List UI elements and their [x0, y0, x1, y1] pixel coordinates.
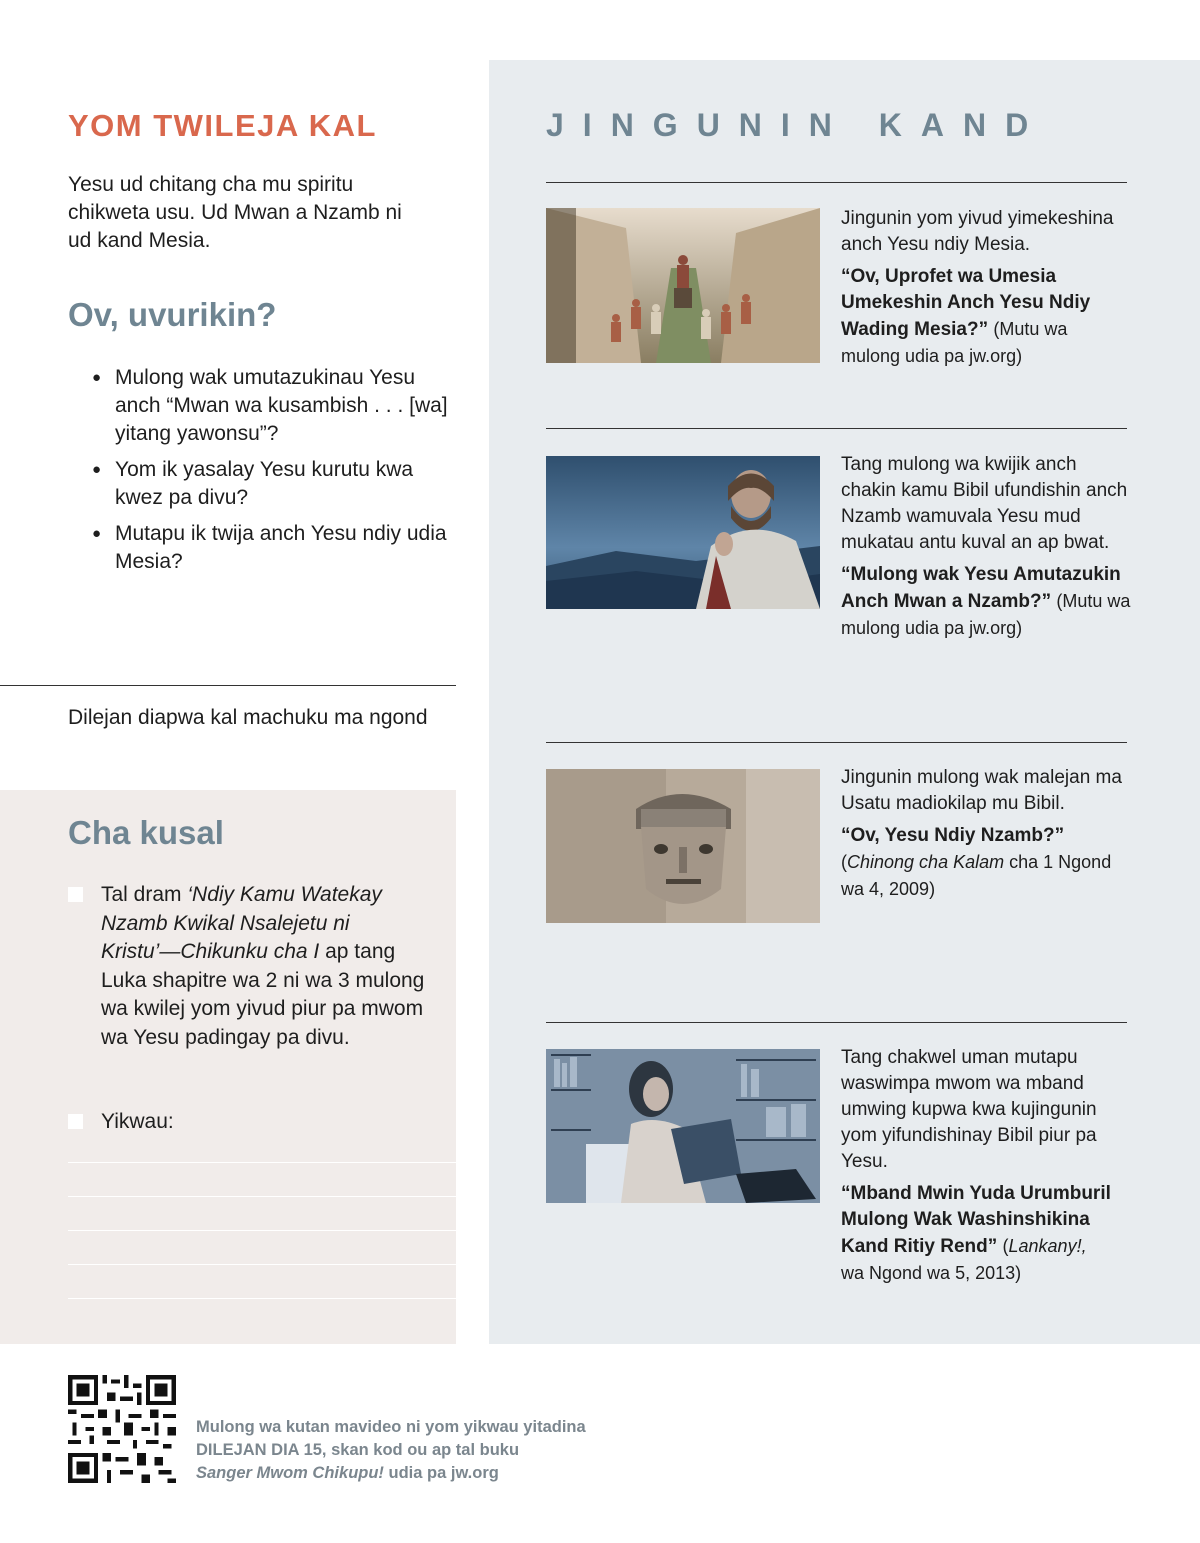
- divider: [546, 742, 1127, 743]
- article-title[interactable]: “Mband Mwin Yuda Urumburil Mulong Wak Washinshikina Kand Ritiy Rend”: [841, 1183, 1111, 1257]
- date-completed-line[interactable]: Dilejan diapwa kal machuku ma ngond: [68, 706, 428, 729]
- task-heading: Cha kusal: [68, 814, 224, 851]
- task-text: Yikwau:: [101, 1110, 174, 1133]
- write-in-line[interactable]: [68, 1264, 456, 1265]
- write-in-line[interactable]: [68, 1196, 456, 1197]
- qr-code[interactable]: [68, 1375, 176, 1483]
- divider: [546, 182, 1127, 183]
- review-question: ● Mutapu ik twija anch Yesu ndiy udia Mesia?: [92, 522, 447, 573]
- summary-text: Yesu ud chitang cha mu spiritu chikweta usu. Ud Mwan a Nzamb ni ud kand Mesia.: [68, 173, 402, 252]
- woman-reading-image[interactable]: [546, 1049, 820, 1203]
- article-title[interactable]: “Ov, Uprofet wa Umesia Umekeshin Anch Yesu Ndiy Wading Mesia?”: [841, 266, 1091, 340]
- divider: [0, 685, 456, 686]
- article-title[interactable]: “Mulong wak Yesu Amutazukin Anch Mwan a Nzamb?”: [841, 564, 1121, 612]
- section-heading: YOM TWILEJA KAL: [68, 108, 377, 143]
- reading-entry: Jingunin yom yivud yimekeshina anch Yesu ndiy Mesia. “Ov, Uprofet wa Umesia Umekeshin Anch Yesu Ndiy Wading Mesia?” (Mutu wa mulong udia pa jw.org): [841, 208, 1114, 366]
- reading-entry: Tang mulong wa kwijik anch chakin kamu Bibil ufundishin anch Nzamb wamuvala Yesu mud mukatau antu kuval an ap bwat. “Mulong wak Yesu Amutazukin Anch Mwan a Nzamb?” (Mutu wa mulong udia pa jw.org): [841, 454, 1131, 638]
- article-title[interactable]: “Ov, Yesu Ndiy Nzamb?”: [841, 825, 1065, 846]
- checkbox[interactable]: [68, 1114, 83, 1129]
- review-question: ● Mulong wak umutazukinau Yesu anch “Mwan wa kusambish . . . [wa] yitang yawonsu”?: [92, 366, 448, 445]
- bullet-icon: ●: [92, 369, 102, 386]
- task-panel: [0, 790, 456, 1344]
- bullet-icon: ●: [92, 461, 102, 478]
- review-question: ● Yom ik yasalay Yesu kurutu kwa kwez pa divu?: [92, 458, 414, 509]
- review-questions: [92, 364, 452, 584]
- checkbox[interactable]: [68, 887, 83, 902]
- trinity-carving-image[interactable]: [546, 769, 820, 923]
- task-item-other: [68, 1108, 428, 1137]
- reading-entry: Jingunin mulong wak malejan ma Usatu madiokilap mu Bibil. “Ov, Yesu Ndiy Nzamb?” (Chinong cha Kalam cha 1 Ngond wa 4, 2009): [841, 767, 1122, 899]
- write-in-line[interactable]: [68, 1298, 456, 1299]
- footer-note: Mulong wa kutan mavideo ni yom yikwau yitadina DILEJAN DIA 15, skan kod ou ap tal buku Sanger Mwom Chikupu! udia pa jw.org: [196, 1418, 586, 1482]
- triumphal-entry-image[interactable]: [546, 208, 820, 363]
- write-in-line[interactable]: [68, 1230, 456, 1231]
- bullet-icon: ●: [92, 525, 102, 542]
- review-heading: Ov, uvurikin?: [68, 296, 277, 333]
- jesus-praying-image[interactable]: [546, 456, 820, 609]
- divider: [546, 1022, 1127, 1023]
- divider: [546, 428, 1127, 429]
- write-in-line[interactable]: [68, 1162, 456, 1163]
- task-item: [68, 881, 428, 1052]
- reading-entry: Tang chakwel uman mutapu waswimpa mwom wa mband umwing kupwa kwa kujingunin yom yifundishinay Bibil piur pa Yesu. “Mband Mwin Yuda Urumburil Mulong Wak Washinshikina Kand Ritiy Rend” (Lankany!, wa Ngond wa 5, 2013): [841, 1047, 1111, 1283]
- task-text: Tal dram ‘Ndiy Kamu Watekay Nzamb Kwikal Nsalejetu ni Kristu’—Chikunku cha I ap tang Luka shapitre wa 2 ni wa 3 mulong wa kwilej yom yivud piur pa mwom wa Yesu padingay pa divu.: [101, 883, 425, 1049]
- further-reading-heading: JINGUNIN KAND: [546, 107, 1048, 143]
